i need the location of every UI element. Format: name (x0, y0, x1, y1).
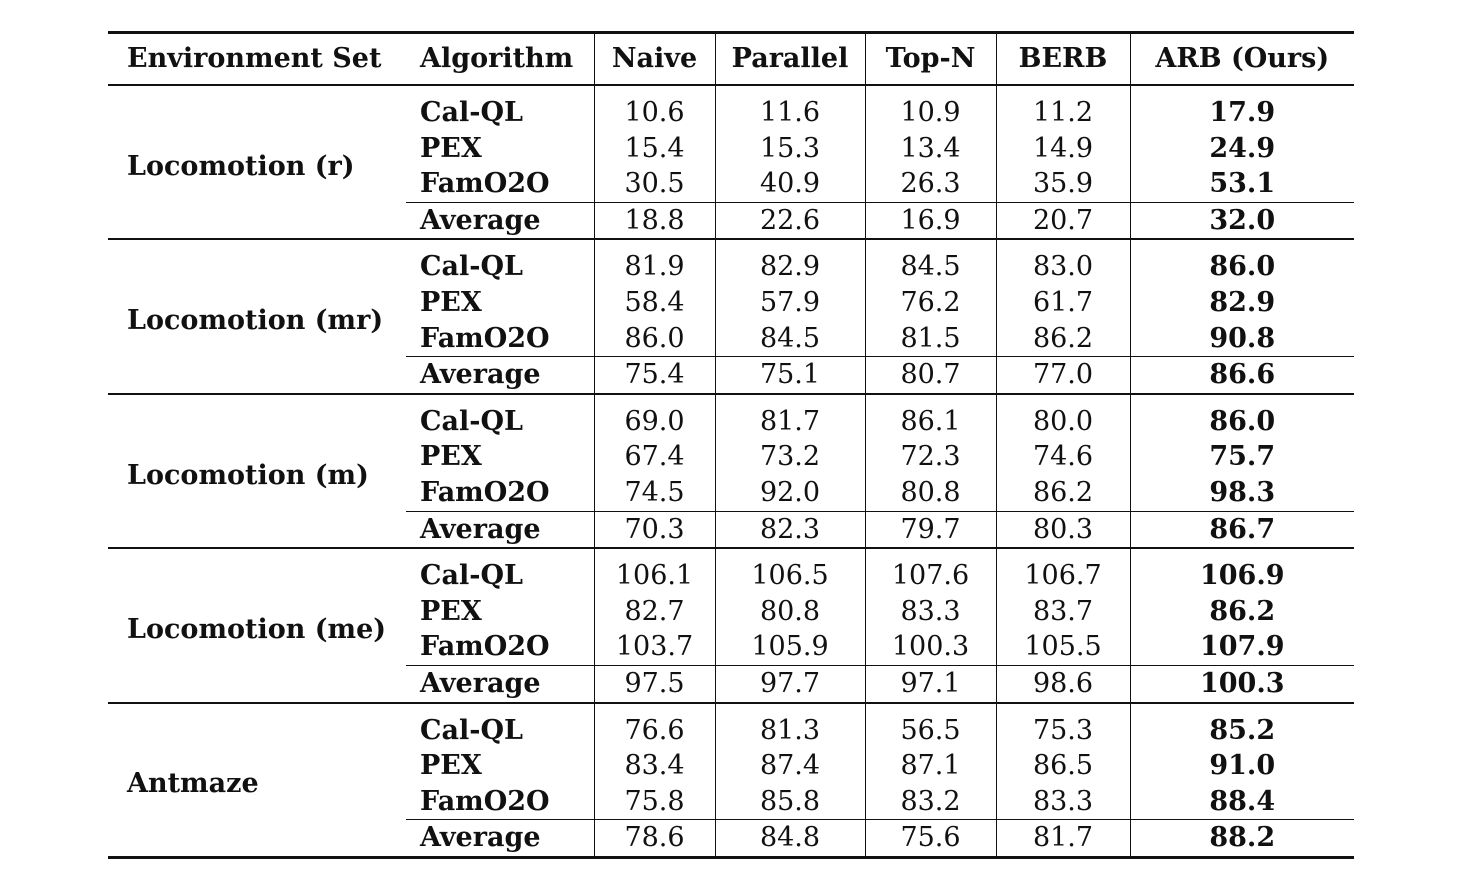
cell-topn: 80.7 (865, 357, 996, 394)
env-group (108, 394, 1354, 548)
algorithm-label: PEX (420, 441, 482, 473)
cell-topn: 10.9 (865, 85, 996, 131)
header-top-n: Top-N (865, 33, 996, 86)
table-row (108, 548, 1354, 594)
cell-naive: 70.3 (594, 511, 715, 548)
cell-naive: 76.6 (594, 703, 715, 749)
algorithm-label: PEX (420, 750, 482, 782)
cell-parallel: 15.3 (715, 131, 865, 167)
cell-arb: 86.0 (1130, 239, 1354, 285)
cell-arb: 106.9 (1130, 548, 1354, 594)
cell-berb: 86.2 (996, 321, 1130, 357)
cell-berb: 83.7 (996, 594, 1130, 630)
cell-topn: 56.5 (865, 703, 996, 749)
cell-topn: 75.6 (865, 820, 996, 858)
header-row (108, 33, 1354, 86)
algorithm-label: PEX (420, 286, 482, 318)
cell-parallel: 105.9 (715, 629, 865, 665)
cell-naive: 69.0 (594, 394, 715, 440)
cell-naive: 10.6 (594, 85, 715, 131)
cell-berb: 83.0 (996, 239, 1130, 285)
algorithm-label: Cal-QL (420, 251, 523, 283)
cell-parallel: 87.4 (715, 748, 865, 784)
cell-naive: 58.4 (594, 285, 715, 321)
header-berb: BERB (996, 33, 1130, 86)
algorithm-label: PEX (420, 132, 482, 164)
algorithm-label: FamO2O (420, 631, 550, 663)
cell-naive: 75.4 (594, 357, 715, 394)
algorithm-label: Cal-QL (420, 405, 523, 437)
cell-topn: 80.8 (865, 475, 996, 511)
header-parallel: Parallel (715, 33, 865, 86)
cell-berb: 74.6 (996, 439, 1130, 475)
env-group (108, 85, 1354, 239)
cell-naive: 82.7 (594, 594, 715, 630)
table-row (108, 394, 1354, 440)
environment-set-label: Locomotion (r) (127, 150, 355, 182)
cell-berb: 75.3 (996, 703, 1130, 749)
cell-arb: 24.9 (1130, 131, 1354, 167)
algorithm-label: PEX (420, 595, 482, 627)
cell-arb: 98.3 (1130, 475, 1354, 511)
cell-parallel: 84.8 (715, 820, 865, 858)
algorithm-label: Cal-QL (420, 714, 523, 746)
cell-naive: 86.0 (594, 321, 715, 357)
environment-set-label: Locomotion (mr) (127, 305, 384, 337)
cell-parallel: 82.3 (715, 511, 865, 548)
cell-arb: 88.4 (1130, 784, 1354, 820)
cell-topn: 83.2 (865, 784, 996, 820)
cell-topn: 83.3 (865, 594, 996, 630)
algorithm-label: FamO2O (420, 322, 550, 354)
cell-topn: 79.7 (865, 511, 996, 548)
header-algorithm: Algorithm (420, 43, 574, 74)
cell-parallel: 92.0 (715, 475, 865, 511)
cell-berb: 11.2 (996, 85, 1130, 131)
cell-berb: 14.9 (996, 131, 1130, 167)
cell-naive: 18.8 (594, 202, 715, 239)
cell-naive: 30.5 (594, 166, 715, 202)
cell-topn: 84.5 (865, 239, 996, 285)
cell-naive: 83.4 (594, 748, 715, 784)
cell-naive: 67.4 (594, 439, 715, 475)
cell-arb: 32.0 (1130, 202, 1354, 239)
cell-arb: 90.8 (1130, 321, 1354, 357)
cell-topn: 13.4 (865, 131, 996, 167)
cell-berb: 35.9 (996, 166, 1130, 202)
algorithm-label: FamO2O (420, 168, 550, 200)
table-row (108, 85, 1354, 131)
results-table (108, 31, 1354, 859)
cell-arb: 100.3 (1130, 665, 1354, 702)
environment-set-label: Locomotion (m) (127, 459, 369, 491)
env-group (108, 703, 1354, 858)
cell-arb: 88.2 (1130, 820, 1354, 858)
cell-berb: 98.6 (996, 665, 1130, 702)
cell-topn: 26.3 (865, 166, 996, 202)
cell-topn: 86.1 (865, 394, 996, 440)
cell-berb: 105.5 (996, 629, 1130, 665)
env-group (108, 548, 1354, 702)
cell-arb: 75.7 (1130, 439, 1354, 475)
algorithm-label: Cal-QL (420, 560, 523, 592)
cell-parallel: 75.1 (715, 357, 865, 394)
cell-parallel: 80.8 (715, 594, 865, 630)
cell-parallel: 73.2 (715, 439, 865, 475)
algorithm-label: FamO2O (420, 476, 550, 508)
cell-arb: 86.6 (1130, 357, 1354, 394)
cell-parallel: 82.9 (715, 239, 865, 285)
cell-arb: 82.9 (1130, 285, 1354, 321)
table-row (108, 703, 1354, 749)
cell-naive: 97.5 (594, 665, 715, 702)
cell-arb: 53.1 (1130, 166, 1354, 202)
cell-naive: 15.4 (594, 131, 715, 167)
cell-arb: 107.9 (1130, 629, 1354, 665)
cell-berb: 77.0 (996, 357, 1130, 394)
cell-berb: 86.5 (996, 748, 1130, 784)
header-arb-ours: ARB (Ours) (1130, 33, 1354, 86)
cell-arb: 91.0 (1130, 748, 1354, 784)
cell-topn: 72.3 (865, 439, 996, 475)
cell-arb: 86.2 (1130, 594, 1354, 630)
cell-naive: 106.1 (594, 548, 715, 594)
cell-parallel: 84.5 (715, 321, 865, 357)
cell-arb: 86.7 (1130, 511, 1354, 548)
env-group (108, 239, 1354, 393)
cell-topn: 16.9 (865, 202, 996, 239)
cell-berb: 20.7 (996, 202, 1130, 239)
cell-berb: 86.2 (996, 475, 1130, 511)
cell-parallel: 97.7 (715, 665, 865, 702)
cell-berb: 81.7 (996, 820, 1130, 858)
cell-parallel: 81.7 (715, 394, 865, 440)
table-row (108, 239, 1354, 285)
cell-parallel: 57.9 (715, 285, 865, 321)
cell-arb: 86.0 (1130, 394, 1354, 440)
algorithm-label: Average (406, 665, 594, 702)
results-table-container (108, 31, 1354, 859)
cell-parallel: 22.6 (715, 202, 865, 239)
algorithm-label: Cal-QL (420, 97, 523, 128)
cell-berb: 106.7 (996, 548, 1130, 594)
cell-parallel: 81.3 (715, 703, 865, 749)
environment-set-label: Locomotion (me) (127, 614, 387, 646)
cell-berb: 80.0 (996, 394, 1130, 440)
algorithm-label: Average (406, 511, 594, 548)
cell-topn: 81.5 (865, 321, 996, 357)
header-naive: Naive (594, 33, 715, 86)
cell-topn: 97.1 (865, 665, 996, 702)
header-environment-set: Environment Set (127, 43, 382, 74)
algorithm-label: Average (406, 202, 594, 239)
cell-naive: 74.5 (594, 475, 715, 511)
cell-naive: 78.6 (594, 820, 715, 858)
cell-berb: 80.3 (996, 511, 1130, 548)
cell-berb: 61.7 (996, 285, 1130, 321)
environment-set-label: Antmaze (127, 768, 259, 800)
algorithm-label: Average (406, 820, 594, 858)
cell-topn: 76.2 (865, 285, 996, 321)
cell-parallel: 11.6 (715, 85, 865, 131)
cell-naive: 103.7 (594, 629, 715, 665)
cell-parallel: 85.8 (715, 784, 865, 820)
algorithm-label: FamO2O (420, 785, 550, 817)
cell-arb: 85.2 (1130, 703, 1354, 749)
cell-topn: 100.3 (865, 629, 996, 665)
cell-naive: 75.8 (594, 784, 715, 820)
cell-topn: 87.1 (865, 748, 996, 784)
algorithm-label: Average (406, 357, 594, 394)
cell-parallel: 106.5 (715, 548, 865, 594)
cell-arb: 17.9 (1130, 85, 1354, 131)
cell-berb: 83.3 (996, 784, 1130, 820)
cell-parallel: 40.9 (715, 166, 865, 202)
cell-naive: 81.9 (594, 239, 715, 285)
cell-topn: 107.6 (865, 548, 996, 594)
